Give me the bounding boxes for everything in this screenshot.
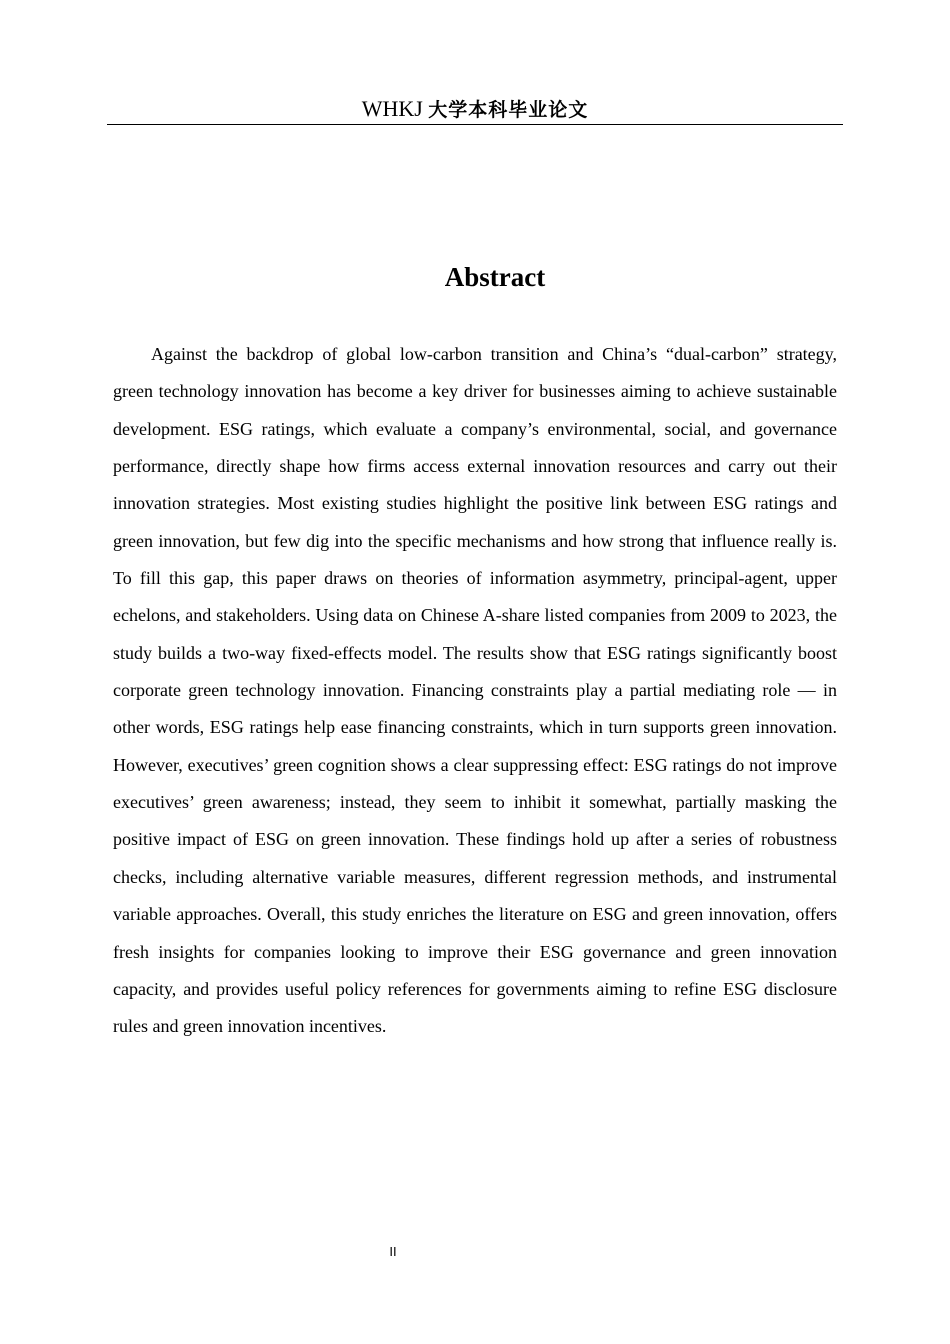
abstract-title: Abstract (444, 262, 546, 292)
abstract-body: Against the backdrop of global low-carbon transition and China’s “dual-carbon” strategy, green technology innovation has become a key driver for businesses aiming to achieve sustainable development. ESG ratings, which evaluate a company’s environmental, social, and governance performance, directly shape how firms access external innovation resources and carry out their innovation strategies. Most existing studies highlight the positive link between ESG ratings and green innovation, but few dig into the specific mechanisms and how strong that influence really is. To fill this gap, this paper draws on theories of information asymmetry, principal-agent, upper echelons, and stakeholders. Using data on Chinese A-share listed companies from 2009 to 2023, the study builds a two-way fixed-effects model. The results show that ESG ratings significantly boost corporate green technology innovation. Financing constraints play a partial mediating role — in other words, ESG ratings help ease financing constraints, which in turn supports green innovation. However, executives’ green cognition shows a clear suppressing effect: ESG ratings do not improve executives’ green awareness; instead, they seem to inhibit it somewhat, partially masking the positive impact of ESG on green innovation. These findings hold up after a series of robustness checks, including alternative variable measures, different regression methods, and instrumental variable approaches. Overall, this study enriches the literature on ESG and green innovation, offers fresh insights for companies looking to improve their ESG governance and green innovation capacity, and provides useful policy references for governments aiming to refine ESG disclosure rules and green innovation incentives. (113, 344, 837, 1037)
page-number: II (389, 1244, 397, 1259)
header-title-latin: WHKJ (361, 96, 423, 121)
header-title-cjk: 大学本科毕业论文 (428, 99, 589, 121)
page-header (107, 94, 843, 125)
